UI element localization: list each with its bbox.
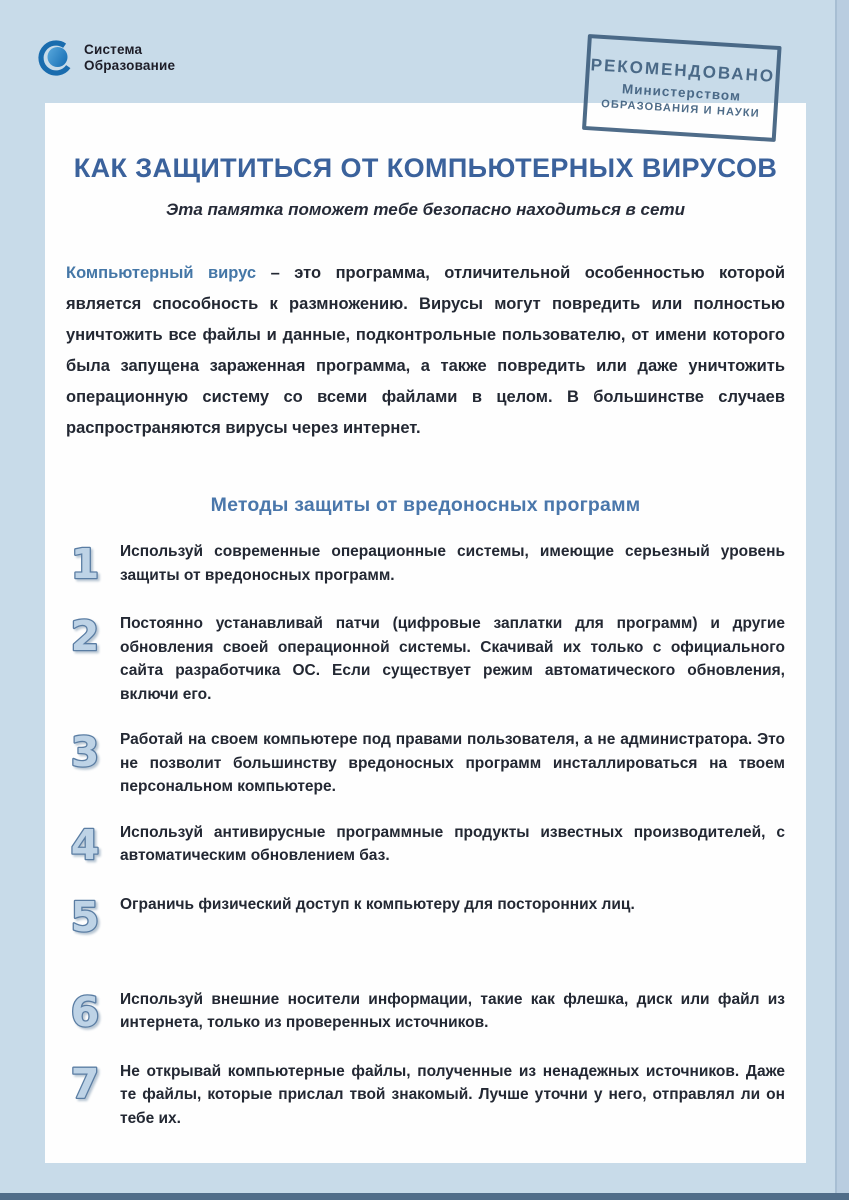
scan-right-edge-line <box>835 0 837 1200</box>
list-item-text: Не открывай компьютерные файлы, полученные из ненадежных источников. Даже те файлы, которые прислал твой знакомый. Лучше уточни у него, отправлял ли он тебе их. <box>120 1062 785 1127</box>
list-item <box>66 987 785 1038</box>
number-3-badge <box>66 727 104 799</box>
list-item <box>66 820 785 871</box>
svg-text:6: 6 <box>70 987 100 1033</box>
svg-text:4: 4 <box>70 820 100 866</box>
intro-body: – это программа, отличительной особенностью которой является способность к размножению. Вирусы могут повредить или полностью уничтожить все файлы и данные, подконтрольные пользователю, от имени которого была запущена зараженная программа, а также повредить или даже уничтожить операционную систему со всеми файлами в целом. В большинстве случаев распространяются вирусы через интернет. <box>66 264 785 437</box>
intro-paragraph <box>66 258 785 444</box>
number-7-badge <box>66 1059 104 1131</box>
logo-line-1: Система <box>84 42 143 57</box>
list-item-text: Ограничь физический доступ к компьютеру для посторонних лиц. <box>120 895 635 913</box>
list-item-text: Используй современные операционные системы, имеющие серьезный уровень защиты от вредоносных программ. <box>120 543 785 584</box>
logo-text <box>84 42 175 74</box>
list-item <box>66 611 785 706</box>
svg-text:1: 1 <box>70 540 100 585</box>
list-item-text: Работай на своем компьютере под правами пользователя, а не администратора. Это не позволит большинству вредоносных программ инсталлироваться на твоем персональном компьютере. <box>120 731 785 795</box>
number-1-badge <box>66 539 104 590</box>
list-item <box>66 539 785 590</box>
intro-lead: Компьютерный вирус <box>66 264 257 282</box>
svg-text:7: 7 <box>70 1059 100 1105</box>
logo-line-2: Образование <box>84 58 176 73</box>
section-heading: Методы защиты от вредоносных программ <box>210 494 641 516</box>
svg-text:3: 3 <box>70 728 100 773</box>
list-item <box>66 727 785 799</box>
page-subtitle: Эта памятка поможет тебе безопасно находиться в сети <box>166 200 685 219</box>
list-item-text: Используй антивирусные программные продукты известных производителей, с автоматическим обновлением баз. <box>120 823 785 864</box>
scan-right-edge <box>836 0 849 1200</box>
list-item <box>66 892 785 943</box>
list-item <box>66 1059 785 1131</box>
recommended-stamp <box>582 34 782 142</box>
logo <box>36 38 175 78</box>
list-item-text: Постоянно устанавливай патчи (цифровые заплатки для программ) и другие обновления своей операционной системы. Скачивай их только с официального сайта разработчика ОС. Если существует режим автоматического обновления, включи его. <box>120 615 785 703</box>
globe-swoosh-icon <box>36 38 76 78</box>
number-2-badge <box>66 611 104 706</box>
document-sheet <box>45 103 806 1163</box>
scan-bottom-bar <box>0 1193 849 1200</box>
number-4-badge <box>66 820 104 871</box>
number-6-badge <box>66 987 104 1038</box>
stamp-line-2: Министерством <box>621 81 742 104</box>
page-title: КАК ЗАЩИТИТЬСЯ ОТ КОМПЬЮТЕРНЫХ ВИРУСОВ <box>73 153 778 183</box>
methods-list <box>66 539 785 1130</box>
stamp-line-1: РЕКОМЕНДОВАНО <box>590 55 776 86</box>
list-item-text: Используй внешние носители информации, такие как флешка, диск или файл из интернета, только из проверенных источников. <box>120 990 785 1031</box>
svg-text:2: 2 <box>70 612 100 657</box>
number-5-badge <box>66 892 104 943</box>
stamp-line-3: ОБРАЗОВАНИЯ И НАУКИ <box>600 97 761 120</box>
svg-text:5: 5 <box>70 892 100 938</box>
